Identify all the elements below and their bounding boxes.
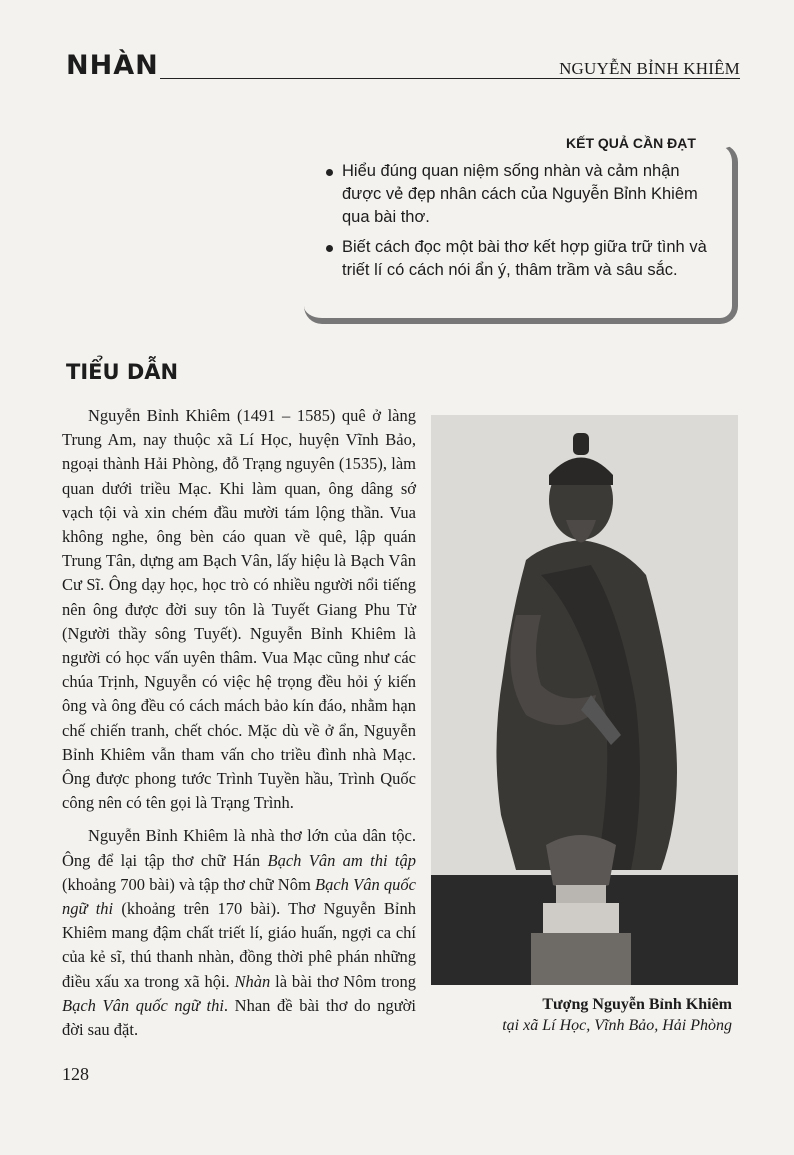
goals-label: KẾT QUẢ CẦN ĐẠT [566,135,696,151]
intro-text [62,404,416,1051]
author-name: NGUYỄN BỈNH KHIÊM [559,59,740,78]
goals-list [322,160,717,289]
goal-item: Hiểu đúng quan niệm sống nhàn và cảm nhận được vẻ đẹp nhân cách của Nguyễn Bỉnh Khiêm qua bài thơ. [322,160,717,229]
page-number: 128 [62,1064,89,1084]
figure-caption [431,994,732,1036]
intro-paragraph-2: Nguyễn Bỉnh Khiêm là nhà thơ lớn của dân tộc. Ông để lại tập thơ chữ Hán Bạch Vân am thi tập (khoảng 700 bài) và tập thơ chữ Nôm Bạch Vân quốc ngữ thi (khoảng trên 170 bài). Thơ Nguyễn Bỉnh Khiêm mang đậm chất triết lí, giáo huấn, ngợi ca chí của kẻ sĩ, thú thanh nhàn, đồng thời phê phán những điều xấu xa trong xã hội. Nhàn là bài thơ Nôm trong Bạch Vân quốc ngữ thi. Nhan đề bài thơ do người đời sau đặt. [62,826,417,1040]
goal-item: Biết cách đọc một bài thơ kết hợp giữa trữ tình và triết lí có cách nói ẩn ý, thâm trầm và sâu sắc. [322,236,717,282]
caption-location: tại xã Lí Học, Vĩnh Bảo, Hải Phòng [502,1017,732,1034]
lesson-title: NHÀN [66,50,159,81]
section-title: TIỂU DẪN [66,360,179,384]
caption-title: Tượng Nguyễn Bỉnh Khiêm [542,996,732,1013]
statue-illustration [431,415,738,985]
intro-paragraph-1: Nguyễn Bỉnh Khiêm (1491 – 1585) quê ở làng Trung Am, nay thuộc xã Lí Học, huyện Vĩnh Bảo, ngoại thành Hải Phòng, đỗ Trạng nguyên (1535), làm quan dưới triều Mạc. Khi làm quan, ông dâng sớ vạch tội và xin chém đầu mười tám lộng thần. Vua không nghe, ông bèn cáo quan về quê, lập quán Trung Tân, dựng am Bạch Vân, lấy hiệu là Bạch Vân Cư Sĩ. Ông dạy học, học trò có nhiều người nổi tiếng nên ông được đời suy tôn là Tuyết Giang Phu Tử (Người thầy sông Tuyết). Nguyễn Bỉnh Khiêm là người có học vấn uyên thâm. Vua Mạc cũng như các chúa Trịnh, Nguyễn có việc hệ trọng đều hỏi ý kiến ông và ông đều có cách mách bảo kín đáo, nhằm hạn chế chiến tranh, chết chóc. Mặc dù về ở ẩn, Nguyễn Bỉnh Khiêm vẫn tham vấn cho triều đình nhà Mạc. Ông được phong tước Trình Tuyền hầu, Trình Quốc công nên có tên gọi là Trạng Trình. [62,406,416,813]
statue-photo [431,415,738,985]
